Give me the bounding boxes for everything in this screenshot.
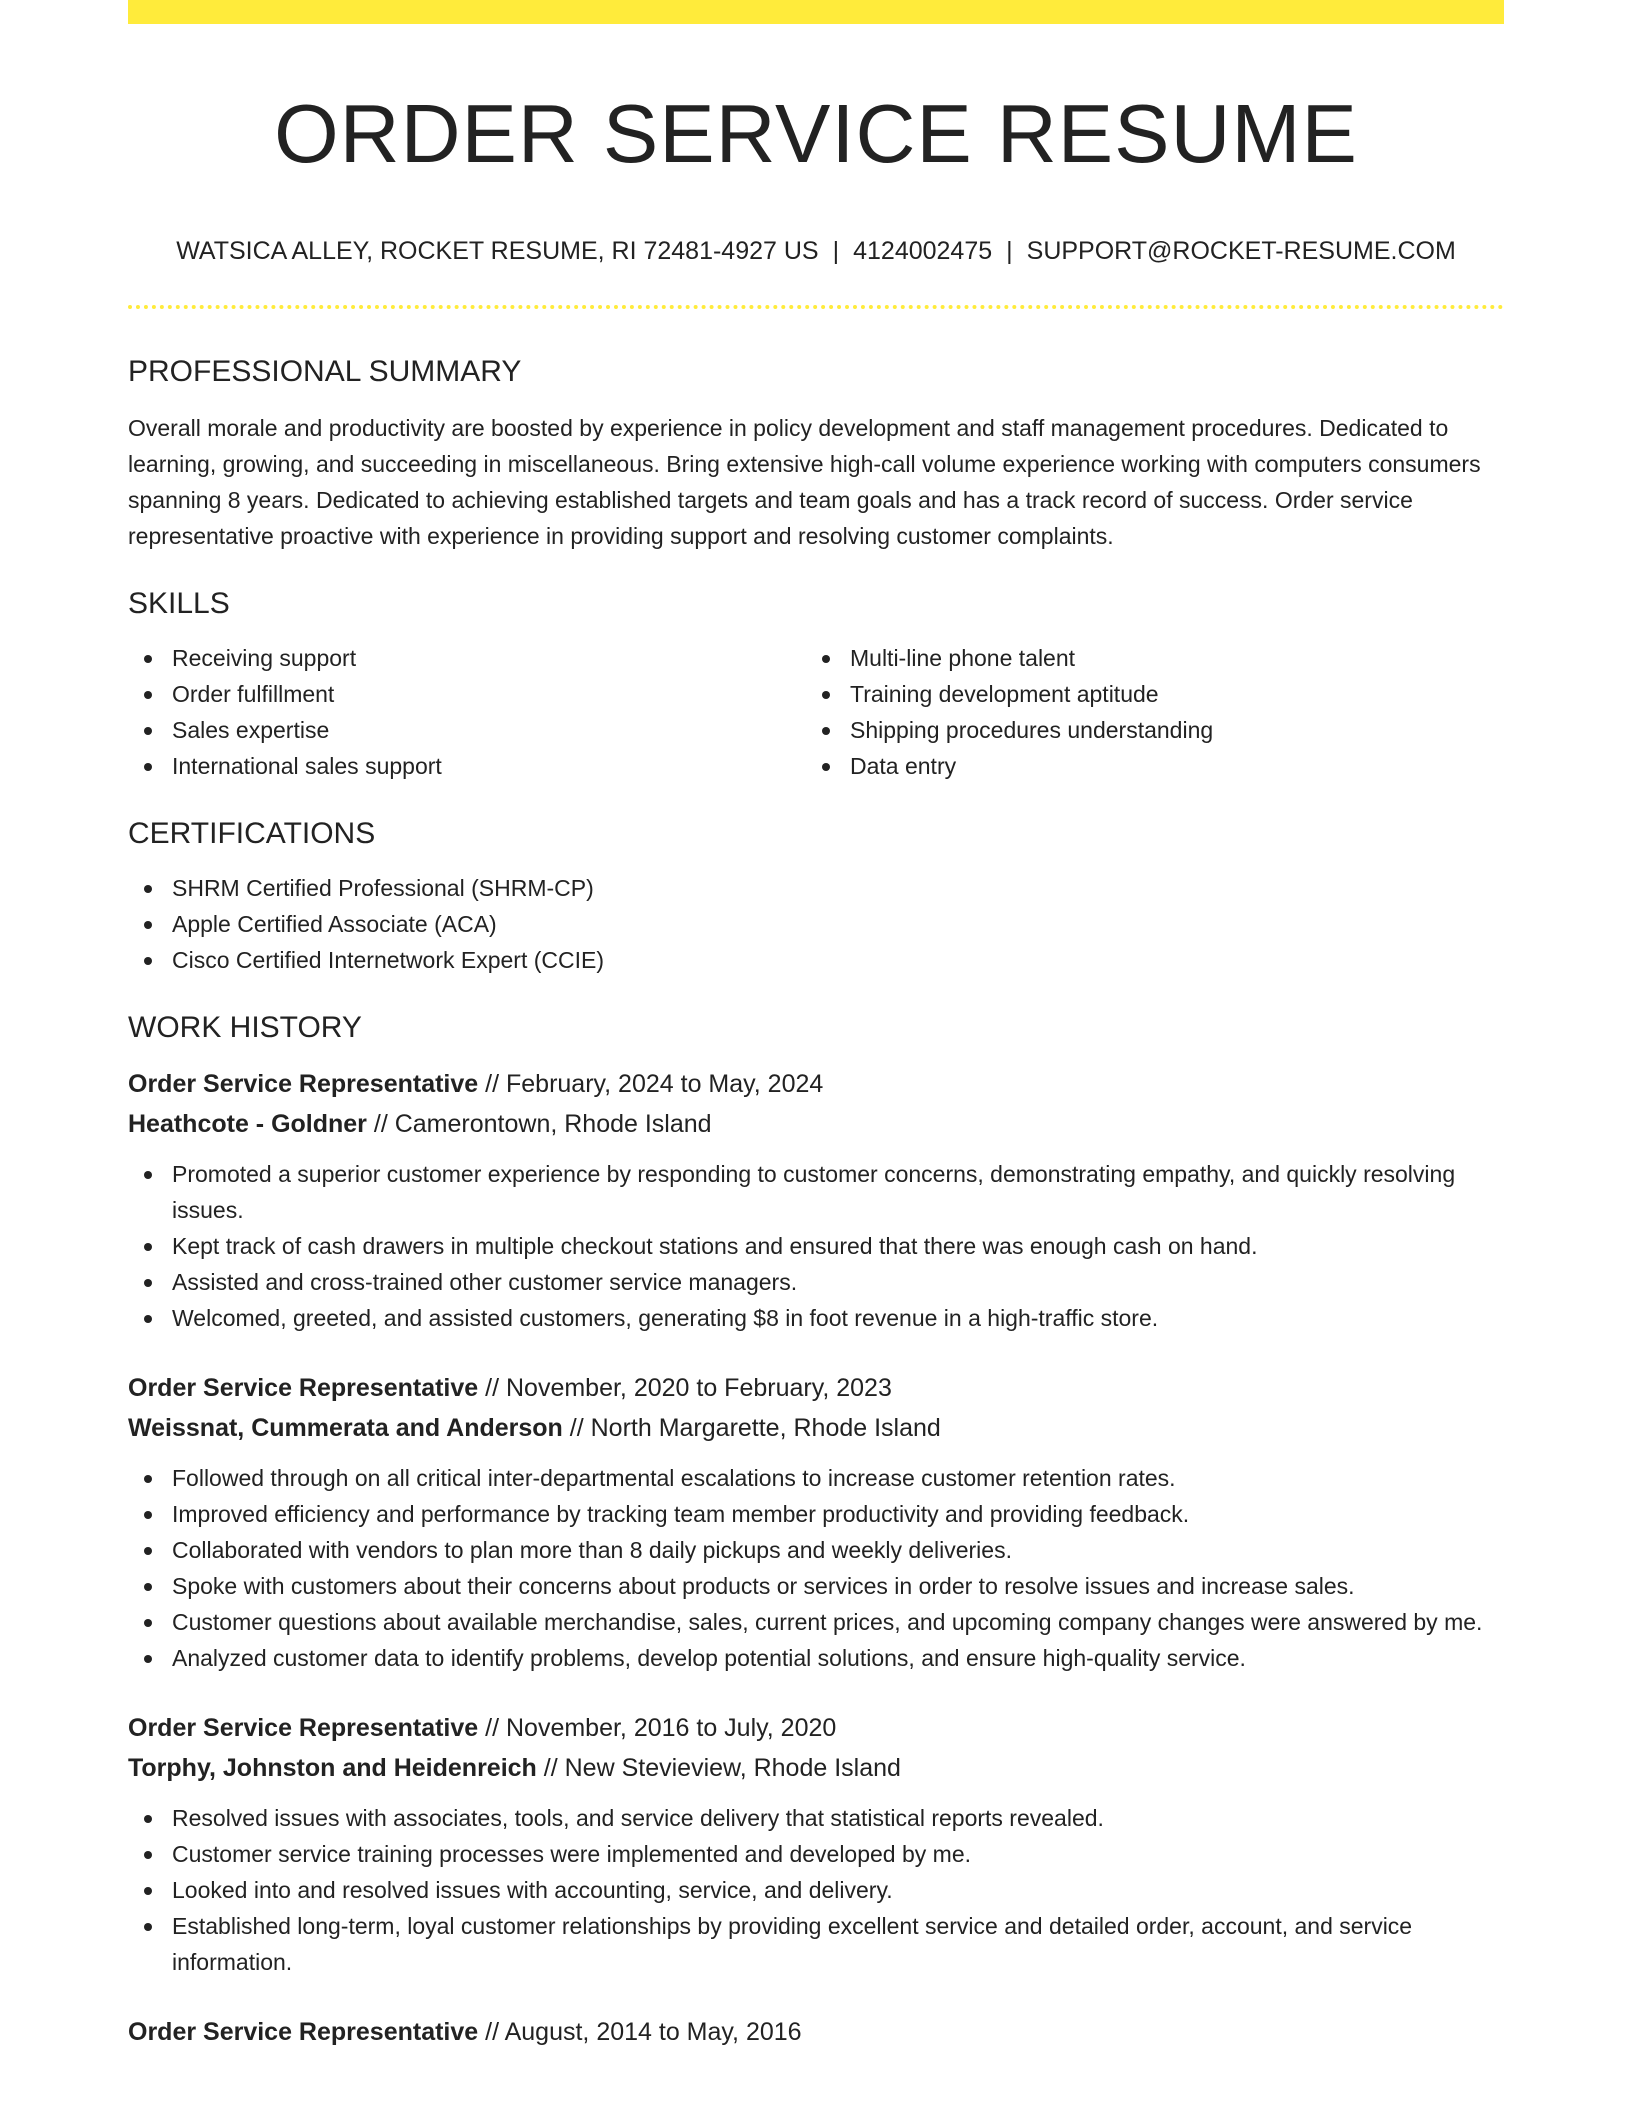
job-separator: // (478, 1070, 506, 1098)
job-dates: November, 2020 to February, 2023 (505, 1374, 892, 1402)
contact-line (128, 235, 1504, 267)
job-separator: // (536, 1754, 565, 1782)
skill-item: Shipping procedures understanding (806, 712, 1484, 748)
skill-item: Order fulfillment (128, 676, 806, 712)
job-bullet: Customer service training processes were implemented and developed by me. (128, 1836, 1504, 1872)
summary-heading: PROFESSIONAL SUMMARY (128, 355, 522, 388)
job-bullets (128, 1156, 1504, 1336)
summary-text: Overall morale and productivity are boosted by experience in policy development and staff management procedures. Dedicated to learning, growing, and succeeding in miscellaneous. Bring extensive high-call volume experience working with computers consumers spanning 8 years. Dedicated to achieving established targets and team goals and has a track record of success. Order service representative proactive with experience in providing support and resolving customer complaints. (128, 415, 1481, 549)
job-separator: // (478, 1374, 506, 1402)
contact-address: WATSICA ALLEY, ROCKET RESUME, RI 72481-4927 US (176, 237, 819, 265)
dotted-divider (128, 305, 1504, 309)
resume-page (128, 0, 1504, 2052)
job-company: Heathcote - Goldner (128, 1110, 367, 1138)
job-bullet: Established long-term, loyal customer relationships by providing excellent service and detailed order, account, and service information. (128, 1908, 1504, 1980)
contact-email: SUPPORT@ROCKET-RESUME.COM (1026, 237, 1456, 265)
job-bullet: Welcomed, greeted, and assisted customers, generating $8 in foot revenue in a high-traffic store. (128, 1300, 1504, 1336)
skill-item: International sales support (128, 748, 806, 784)
job-bullet: Assisted and cross-trained other customer service managers. (128, 1264, 1504, 1300)
job-location: Camerontown, Rhode Island (394, 1110, 712, 1138)
resume-title: ORDER SERVICE RESUME (274, 87, 1358, 180)
job-entry (128, 2012, 1504, 2052)
skill-item: Multi-line phone talent (806, 640, 1484, 676)
job-title-line (128, 1064, 1504, 1104)
job-title: Order Service Representative (128, 2018, 479, 2046)
job-title-line (128, 1368, 1504, 1408)
job-bullets (128, 1800, 1504, 1980)
skills-heading: SKILLS (128, 587, 230, 620)
job-separator: // (562, 1414, 591, 1442)
job-company-line (128, 1104, 1504, 1144)
job-entry (128, 1064, 1504, 1336)
job-bullet: Spoke with customers about their concerns about products or services in order to resolve issues and increase sales. (128, 1568, 1504, 1604)
skills-list-left (128, 640, 806, 784)
job-bullet: Promoted a superior customer experience by responding to customer concerns, demonstrating empathy, and quickly resolving issues. (128, 1156, 1504, 1228)
job-bullet: Improved efficiency and performance by tracking team member productivity and providing feedback. (128, 1496, 1504, 1532)
job-bullet: Kept track of cash drawers in multiple checkout stations and ensured that there was enough cash on hand. (128, 1228, 1504, 1264)
skills-grid (128, 640, 1504, 784)
skills-list-right (806, 640, 1484, 784)
job-company-line (128, 1408, 1504, 1448)
job-dates: August, 2014 to May, 2016 (504, 2018, 802, 2046)
certifications-heading: CERTIFICATIONS (128, 817, 376, 850)
certification-item: SHRM Certified Professional (SHRM-CP) (128, 870, 1504, 906)
job-separator: // (478, 2018, 505, 2046)
job-separator: // (366, 1110, 395, 1138)
certification-item: Cisco Certified Internetwork Expert (CCIE) (128, 942, 1504, 978)
job-location: New Stevieview, Rhode Island (564, 1754, 901, 1782)
job-title-line (128, 2012, 1504, 2052)
job-bullet: Followed through on all critical inter-departmental escalations to increase customer retention rates. (128, 1460, 1504, 1496)
job-bullet: Analyzed customer data to identify problems, develop potential solutions, and ensure high-quality service. (128, 1640, 1504, 1676)
job-bullet: Customer questions about available merchandise, sales, current prices, and upcoming company changes were answered by me. (128, 1604, 1504, 1640)
job-entry (128, 1708, 1504, 1980)
contact-phone: 4124002475 (853, 237, 993, 265)
certifications-list (128, 870, 1504, 978)
job-company: Torphy, Johnston and Heidenreich (128, 1754, 537, 1782)
job-location: North Margarette, Rhode Island (590, 1414, 941, 1442)
contact-separator: | (1006, 237, 1013, 265)
skill-item: Receiving support (128, 640, 806, 676)
work-history-heading: WORK HISTORY (128, 1011, 362, 1044)
job-title: Order Service Representative (128, 1070, 479, 1098)
contact-separator: | (832, 237, 840, 265)
skill-item: Sales expertise (128, 712, 806, 748)
job-entry (128, 1368, 1504, 1676)
job-dates: November, 2016 to July, 2020 (505, 1714, 837, 1742)
job-title-line (128, 1708, 1504, 1748)
job-company-line (128, 1748, 1504, 1788)
skill-item: Training development aptitude (806, 676, 1484, 712)
job-bullet: Collaborated with vendors to plan more than 8 daily pickups and weekly deliveries. (128, 1532, 1504, 1568)
certification-item: Apple Certified Associate (ACA) (128, 906, 1504, 942)
job-title: Order Service Representative (128, 1714, 479, 1742)
job-bullets (128, 1460, 1504, 1676)
top-accent-bar (128, 0, 1504, 24)
job-dates: February, 2024 to May, 2024 (505, 1070, 824, 1098)
job-separator: // (478, 1714, 506, 1742)
skill-item: Data entry (806, 748, 1484, 784)
job-bullet: Resolved issues with associates, tools, and service delivery that statistical reports revealed. (128, 1800, 1504, 1836)
job-company: Weissnat, Cummerata and Anderson (128, 1414, 563, 1442)
job-bullet: Looked into and resolved issues with accounting, service, and delivery. (128, 1872, 1504, 1908)
job-title: Order Service Representative (128, 1374, 479, 1402)
